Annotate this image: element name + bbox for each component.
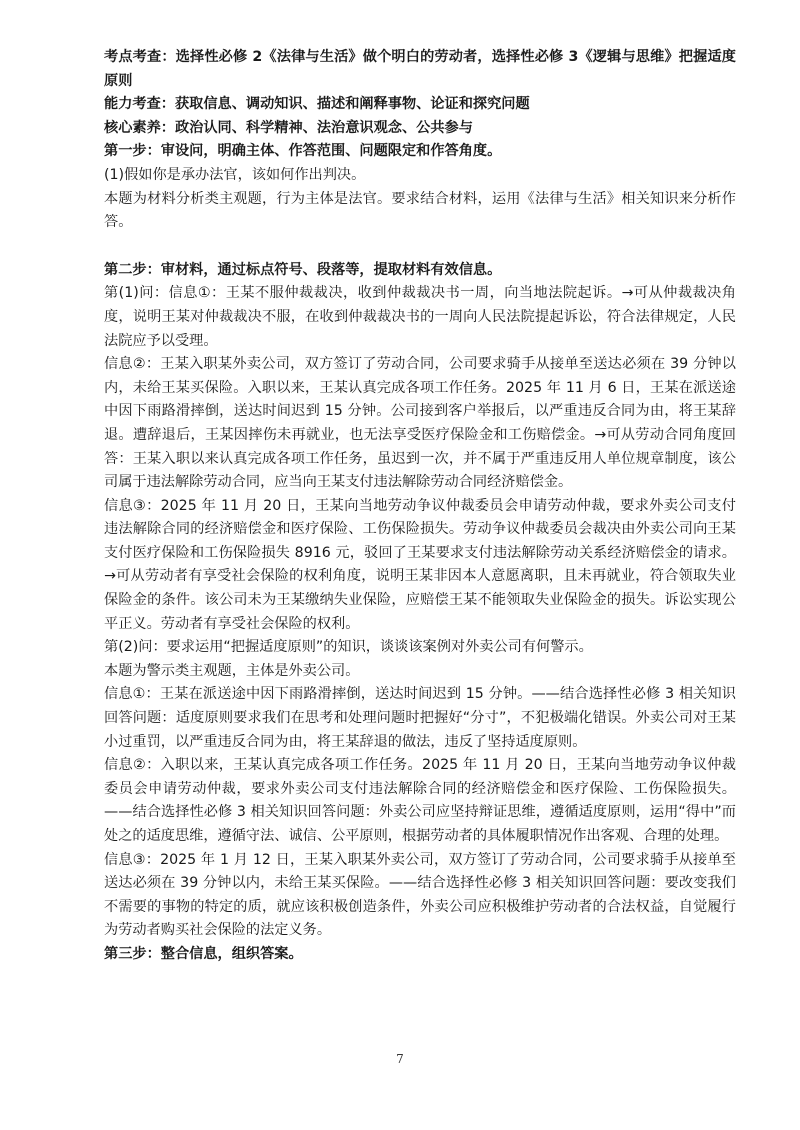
question2: 第(2)问：要求运用“把握适度原则”的知识，谈谈该案例对外卖公司有何警示。 xyxy=(104,639,593,656)
step1-title: 第一步：审设问，明确主体、作答范围、问题限定和作答角度。 xyxy=(104,143,502,160)
paragraph-gap xyxy=(104,235,736,259)
step1-question1: (1)假如你是承办法官，该如何作出判决。 xyxy=(104,166,366,183)
step1-question1-note: 本题为材料分析类主观题，行为主体是法官。要求结合材料，运用《法律与生活》相关知识来分析作答。 xyxy=(104,190,736,231)
document-body xyxy=(104,46,736,967)
q1-info3: 信息③：2025 年 11 月 20 日，王某向当地劳动争议仲裁委员会申请劳动仲裁，要求外卖公司支付违法解除合同的经济赔偿金和医疗保险、工伤保险损失。劳动争议仲裁委员会裁决由外卖公司向王某支付医疗保险和工伤保险损失 8916 元，驳回了王某要求支付违法解除劳动关系经济赔偿金的请求。→可从劳动者有享受社会保险的权利角度，说明王某非因本人意愿离职，且未再就业，符合领取失业保险金的条件。该公司未为王某缴纳失业保险，应赔偿王某不能领取失业保险金的损失。诉讼实现公平正义。劳动者有享受社会保险的权利。 xyxy=(104,497,736,632)
q2-info3: 信息③：2025 年 1 月 12 日，王某入职某外卖公司，双方签订了劳动合同，公司要求骑手从接单至送达必须在 39 分钟以内，未给王某买保险。——结合选择性必修 3 相关知识回答问题：要改变我们不需要的事物的特定的质，就应该积极创造条件，外卖公司应积极维护劳动者的合法权益，自觉履行为劳动者购买社会保险的法定义务。 xyxy=(104,851,736,939)
ability-assessed: 能力考查：获取信息、调动知识、描述和阐释事物、论证和探究问题 xyxy=(104,96,530,113)
q1-info2: 信息②：王某入职某外卖公司，双方签订了劳动合同，公司要求骑手从接单至送达必须在 39 分钟以内，未给王某买保险。入职以来，王某认真完成各项工作任务。2025 年 11 月 6 日，王某在派送途中因下雨路滑摔倒，送达时间迟到 15 分钟。公司接到客户举报后，以严重违反合同为由，将王某辞退。遭辞退后，王某因摔伤未再就业，也无法享受医疗保险金和工伤赔偿金。→可从劳动合同角度回答：王某入职以来认真完成各项工作任务，虽迟到一次，并不属于严重违反用人单位规章制度，该公司属于违法解除劳动合同，应当向王某支付违法解除劳动合同经济赔偿金。 xyxy=(104,356,736,491)
exam-point: 考点考查：选择性必修 2《法律与生活》做个明白的劳动者，选择性必修 3《逻辑与思维》把握适度原则 xyxy=(104,49,736,89)
question2-note: 本题为警示类主观题，主体是外卖公司。 xyxy=(104,662,360,679)
q2-info2: 信息②：入职以来，王某认真完成各项工作任务。2025 年 11 月 20 日，王某向当地劳动争议仲裁委员会申请劳动仲裁，要求外卖公司支付违法解除合同的经济赔偿金和医疗保险、工伤保险损失。——结合选择性必修 3 相关知识回答问题：外卖公司应坚持辩证思维，遵循适度原则，运用“得中”而处之的适度思维，遵循守法、诚信、公平原则，根据劳动者的具体履职情况作出客观、合理的处理。 xyxy=(104,757,736,844)
q2-info1: 信息①：王某在派送途中因下雨路滑摔倒，送达时间迟到 15 分钟。——结合选择性必修 3 相关知识回答问题：适度原则要求我们在思考和处理问题时把握好“分寸”，不犯极端化错误。外卖公司对王某小过重罚，以严重违反合同为由，将王某辞退的做法，违反了坚持适度原则。 xyxy=(104,686,736,750)
step3-title: 第三步：整合信息，组织答案。 xyxy=(104,945,303,962)
q1-info1: 第(1)问：信息①：王某不服仲裁裁决，收到仲裁裁决书一周，向当地法院起诉。→可从仲裁裁决角度，说明王某对仲裁裁决不服，在收到仲裁裁决书的一周向人民法院提起诉讼，符合法律规定，人民法院应予以受理。 xyxy=(104,285,736,349)
page-number: 7 xyxy=(396,1052,404,1066)
core-literacy: 核心素养：政治认同、科学精神、法治意识观念、公共参与 xyxy=(104,119,473,136)
step2-title: 第二步：审材料，通过标点符号、段落等，提取材料有效信息。 xyxy=(104,261,502,278)
